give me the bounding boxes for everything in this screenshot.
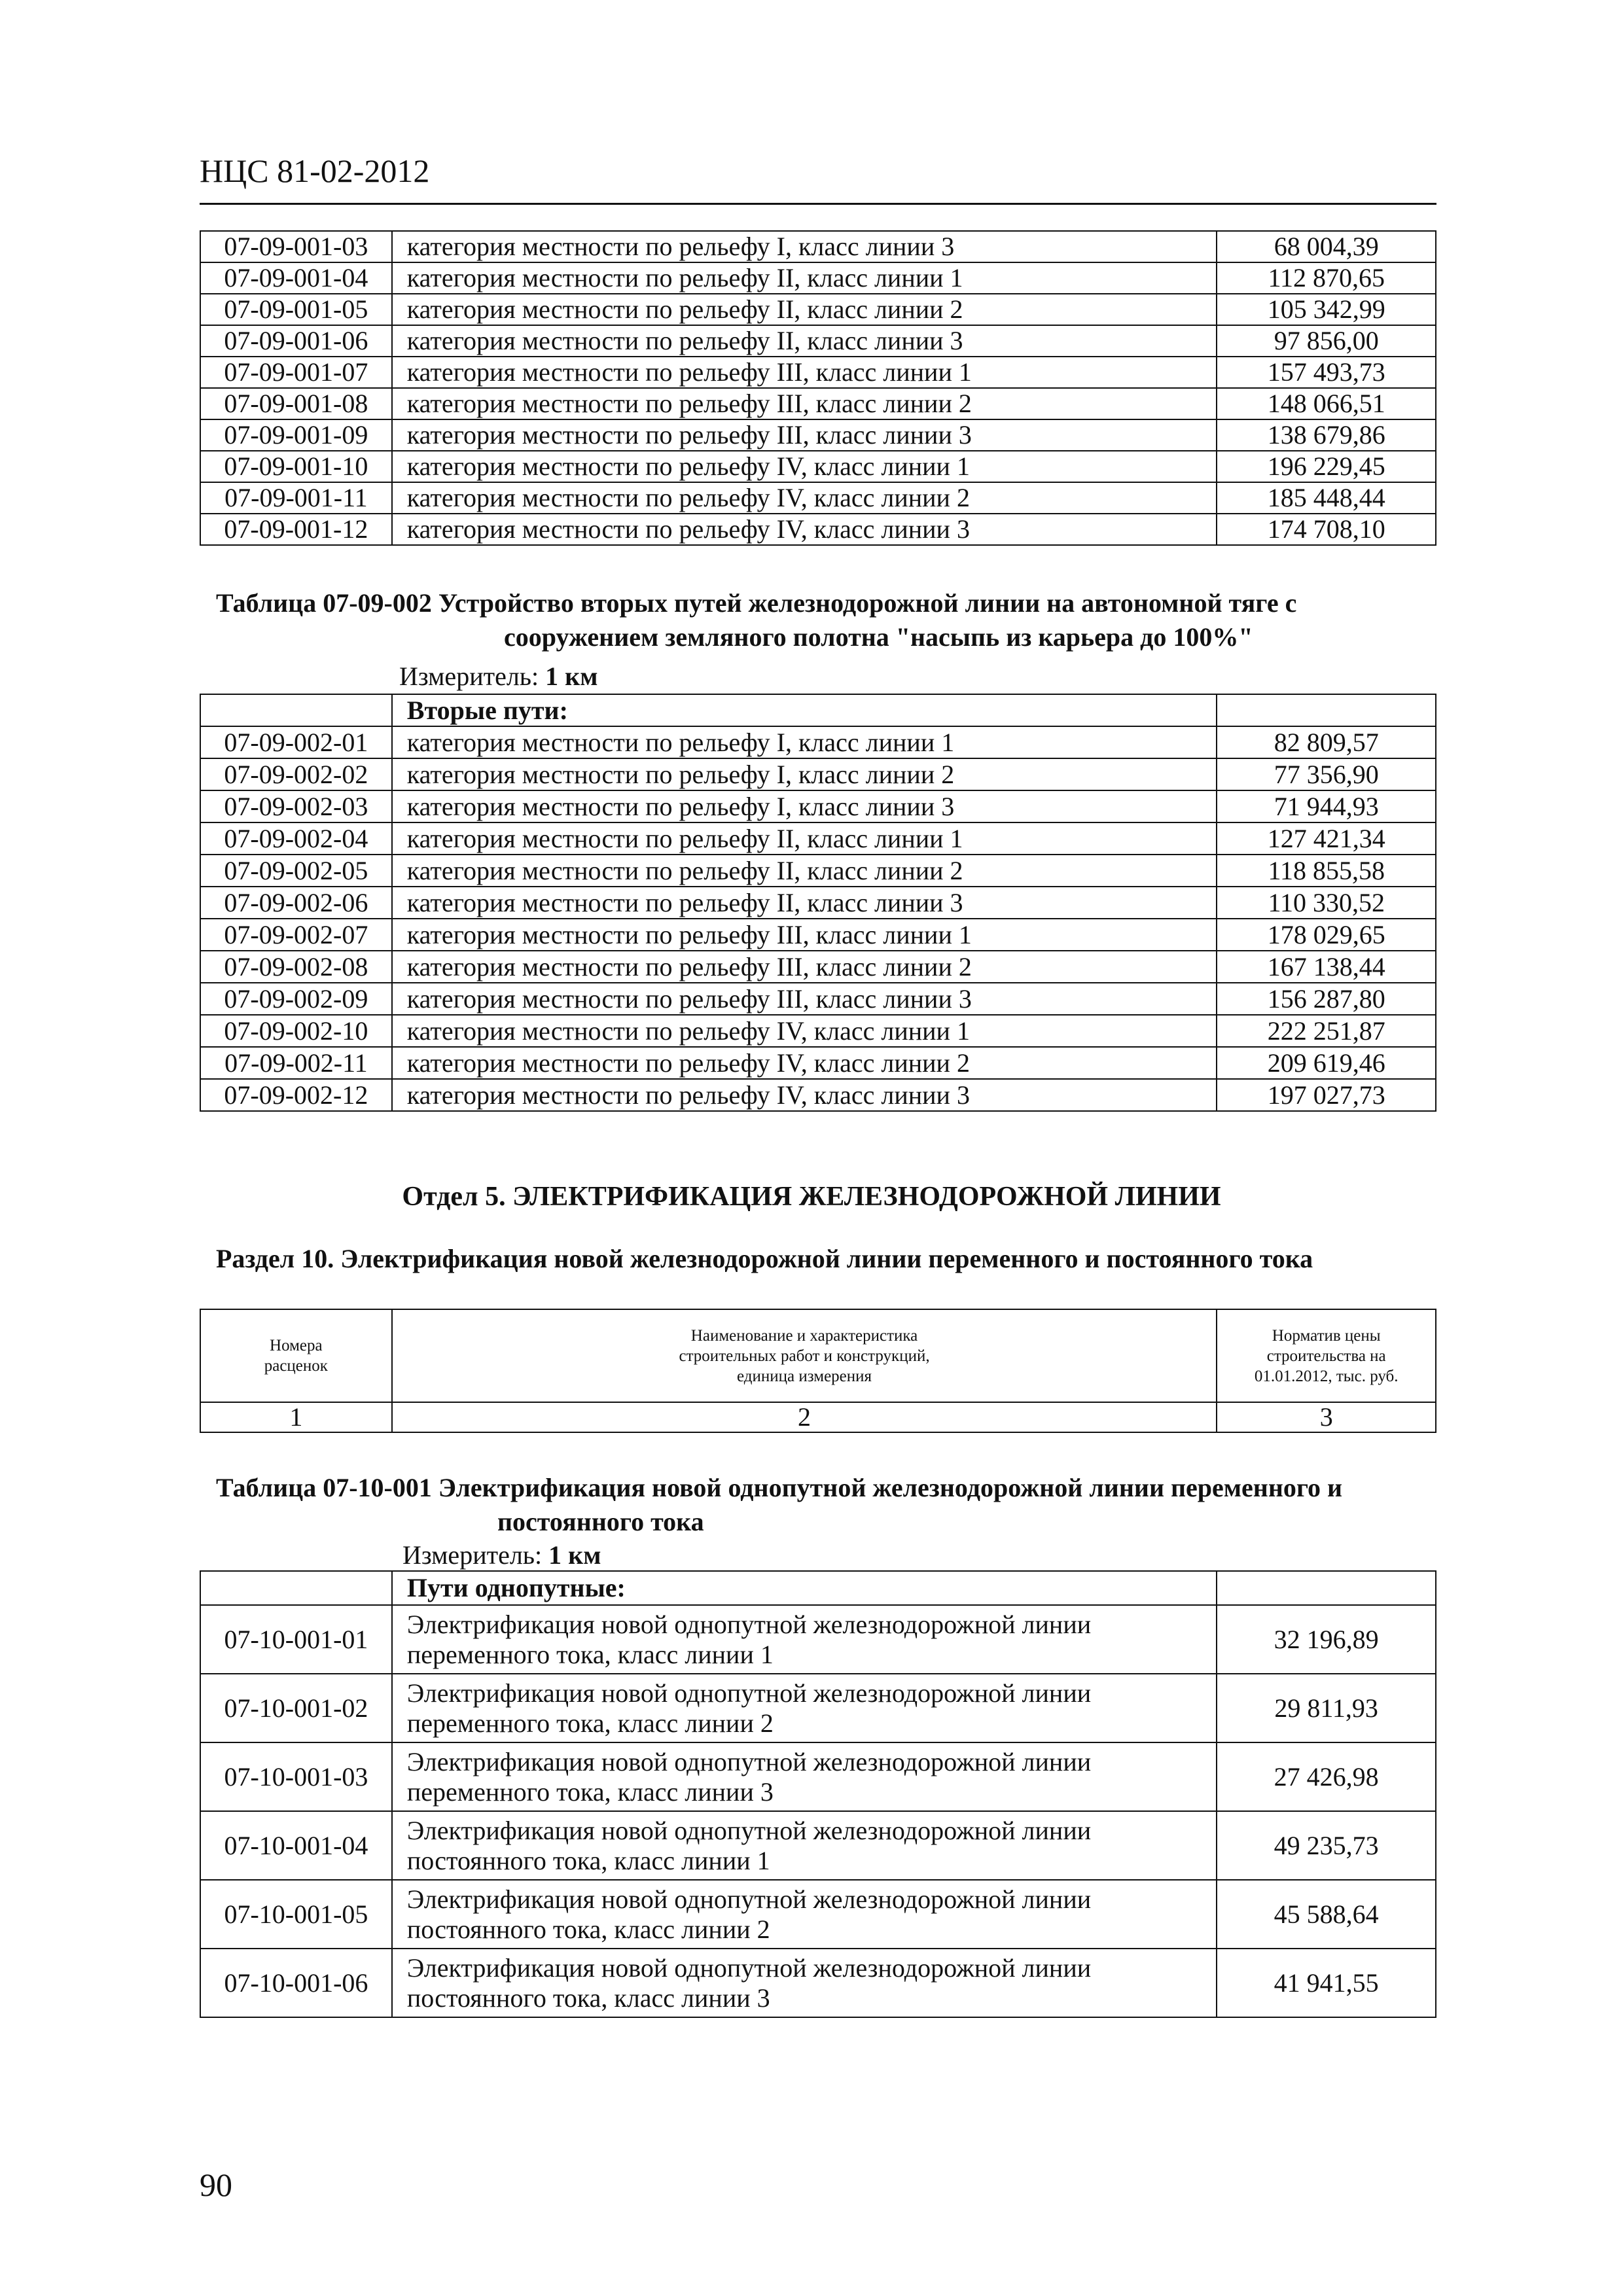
subheader-label: Пути однопутные: [392,1571,1217,1605]
price-value: 156 287,80 [1217,983,1436,1015]
table-07-09-001 [200,230,1436,546]
work-description: Электрификация новой однопутной железнодорожной линии постоянного тока, класс линии 1 [392,1811,1217,1880]
table-row [200,388,1436,419]
price-value: 97 856,00 [1217,325,1436,357]
work-description: категория местности по рельефу IV, класс линии 3 [392,1079,1217,1111]
subheader-empty-cell [200,1571,392,1605]
rate-code: 07-10-001-05 [200,1880,392,1949]
rate-code: 07-09-001-07 [200,357,392,388]
price-value: 196 229,45 [1217,451,1436,482]
table-07-10-001-title [216,1471,1433,1539]
department-heading: Отдел 5. ЭЛЕКТРИФИКАЦИЯ ЖЕЛЕЗНОДОРОЖНОЙ ЛИНИИ [402,1182,1221,1212]
work-description: категория местности по рельефу III, класс линии 1 [392,357,1217,388]
column-header-codes: Номера расценок [200,1309,392,1402]
column-header-price: Норматив цены строительства на 01.01.2012, тыс. руб. [1217,1309,1436,1402]
rate-code: 07-10-001-02 [200,1674,392,1742]
rate-code: 07-09-001-05 [200,294,392,325]
price-value: 118 855,58 [1217,855,1436,887]
rate-code: 07-09-001-11 [200,482,392,514]
price-value: 148 066,51 [1217,388,1436,419]
table-row [200,1949,1436,2017]
table-row [200,451,1436,482]
work-description: категория местности по рельефу II, класс линии 2 [392,855,1217,887]
subheader-empty-cell [200,694,392,726]
table-row [200,1811,1436,1880]
price-value: 185 448,44 [1217,482,1436,514]
table-07-10-001 [200,1570,1436,2018]
price-value: 71 944,93 [1217,790,1436,822]
price-value: 178 029,65 [1217,919,1436,951]
price-value: 77 356,90 [1217,758,1436,790]
section-heading: Раздел 10. Электрификация новой железнодорожной линии переменного и постоянного тока [216,1244,1313,1273]
subheader-row [200,1571,1436,1605]
rate-code: 07-09-002-04 [200,822,392,855]
table-07-09-002-title [216,586,1420,654]
table-row [200,357,1436,388]
table-row [200,1742,1436,1811]
work-description: категория местности по рельефу IV, класс линии 2 [392,1047,1217,1079]
work-description: категория местности по рельефу II, класс линии 1 [392,822,1217,855]
table-row [200,887,1436,919]
table-row [200,1880,1436,1949]
document-header-title: НЦС 81-02-2012 [200,152,430,189]
measure-label: Измеритель: [399,662,539,691]
column-header-description: Наименование и характеристика строительных работ и конструкций, единица измерения [392,1309,1217,1402]
work-description: Электрификация новой однопутной железнодорожной линии постоянного тока, класс линии 2 [392,1880,1217,1949]
price-value: 41 941,55 [1217,1949,1436,2017]
work-description: категория местности по рельефу IV, класс линии 1 [392,1015,1217,1047]
table-row [200,1605,1436,1674]
price-value: 45 588,64 [1217,1880,1436,1949]
price-value: 49 235,73 [1217,1811,1436,1880]
rate-code: 07-10-001-03 [200,1742,392,1811]
rate-code: 07-09-002-12 [200,1079,392,1111]
subheader-row [200,694,1436,726]
price-value: 32 196,89 [1217,1605,1436,1674]
rate-code: 07-09-002-05 [200,855,392,887]
column-number-3: 3 [1217,1402,1436,1432]
work-description: категория местности по рельефу III, класс линии 3 [392,419,1217,451]
rate-code: 07-09-001-09 [200,419,392,451]
price-value: 29 811,93 [1217,1674,1436,1742]
work-description: Электрификация новой однопутной железнодорожной линии переменного тока, класс линии 1 [392,1605,1217,1674]
table-title-line-1: Таблица 07-10-001 Электрификация новой однопутной железнодорожной линии переменного и [216,1473,1343,1502]
table-row [200,1079,1436,1111]
table-row [200,325,1436,357]
subheader-label: Вторые пути: [392,694,1217,726]
price-value: 68 004,39 [1217,231,1436,262]
column-number-2: 2 [392,1402,1217,1432]
rate-code: 07-09-001-10 [200,451,392,482]
price-value: 112 870,65 [1217,262,1436,294]
work-description: категория местности по рельефу III, класс линии 2 [392,388,1217,419]
header-rule [200,203,1436,205]
table-row [200,758,1436,790]
measure-unit: 1 км [548,1540,601,1570]
rate-code: 07-09-002-02 [200,758,392,790]
rate-code: 07-09-002-11 [200,1047,392,1079]
rate-code: 07-09-002-09 [200,983,392,1015]
table-row [200,1015,1436,1047]
table-row [200,514,1436,545]
price-value: 110 330,52 [1217,887,1436,919]
table-07-09-002 [200,694,1436,1112]
rate-code: 07-09-002-10 [200,1015,392,1047]
column-header-table [200,1309,1436,1433]
work-description: Электрификация новой однопутной железнодорожной линии переменного тока, класс линии 3 [392,1742,1217,1811]
price-value: 105 342,99 [1217,294,1436,325]
table-07-09-001-body [200,231,1436,545]
price-value: 167 138,44 [1217,951,1436,983]
work-description: категория местности по рельефу I, класс линии 1 [392,726,1217,758]
rate-code: 07-10-001-01 [200,1605,392,1674]
price-value: 209 619,46 [1217,1047,1436,1079]
table-row [200,983,1436,1015]
price-value: 157 493,73 [1217,357,1436,388]
table-row [200,822,1436,855]
table-row [200,1674,1436,1742]
table-07-09-002-measure [399,661,597,692]
rate-code: 07-10-001-06 [200,1949,392,2017]
column-number-row [200,1402,1436,1432]
work-description: категория местности по рельефу II, класс линии 2 [392,294,1217,325]
table-row [200,294,1436,325]
rate-code: 07-09-001-08 [200,388,392,419]
measure-label: Измеритель: [402,1540,543,1570]
table-row [200,790,1436,822]
work-description: категория местности по рельефу III, класс линии 2 [392,951,1217,983]
price-value: 138 679,86 [1217,419,1436,451]
rate-code: 07-09-002-01 [200,726,392,758]
column-number-1: 1 [200,1402,392,1432]
table-07-10-001-measure [402,1540,601,1570]
price-value: 82 809,57 [1217,726,1436,758]
work-description: категория местности по рельефу II, класс линии 1 [392,262,1217,294]
rate-code: 07-09-001-12 [200,514,392,545]
work-description: Электрификация новой однопутной железнодорожной линии переменного тока, класс линии 2 [392,1674,1217,1742]
price-value: 27 426,98 [1217,1742,1436,1811]
rate-code: 07-09-002-07 [200,919,392,951]
table-row [200,919,1436,951]
rate-code: 07-09-001-04 [200,262,392,294]
rate-code: 07-09-001-03 [200,231,392,262]
table-title-line-1: Таблица 07-09-002 Устройство вторых путей железнодорожной линии на автономной тяге с [216,588,1297,618]
page-number: 90 [200,2166,232,2203]
table-07-10-001-body [200,1605,1436,2017]
table-07-09-002-body [200,726,1436,1111]
work-description: категория местности по рельефу I, класс линии 3 [392,790,1217,822]
table-title-line-2: постоянного тока [497,1507,704,1536]
rate-code: 07-09-002-06 [200,887,392,919]
subheader-empty-cell [1217,1571,1436,1605]
rate-code: 07-10-001-04 [200,1811,392,1880]
price-value: 197 027,73 [1217,1079,1436,1111]
work-description: категория местности по рельефу I, класс линии 3 [392,231,1217,262]
work-description: категория местности по рельефу IV, класс линии 2 [392,482,1217,514]
work-description: категория местности по рельефу IV, класс линии 1 [392,451,1217,482]
rate-code: 07-09-001-06 [200,325,392,357]
work-description: категория местности по рельефу III, класс линии 1 [392,919,1217,951]
table-row [200,726,1436,758]
work-description: Электрификация новой однопутной железнодорожной линии постоянного тока, класс линии 3 [392,1949,1217,2017]
work-description: категория местности по рельефу II, класс линии 3 [392,325,1217,357]
work-description: категория местности по рельефу I, класс линии 2 [392,758,1217,790]
rate-code: 07-09-002-03 [200,790,392,822]
table-row [200,231,1436,262]
measure-unit: 1 км [545,662,598,691]
table-row [200,262,1436,294]
price-value: 222 251,87 [1217,1015,1436,1047]
subheader-empty-cell [1217,694,1436,726]
table-row [200,482,1436,514]
table-row [200,419,1436,451]
work-description: категория местности по рельефу III, класс линии 3 [392,983,1217,1015]
price-value: 174 708,10 [1217,514,1436,545]
table-row [200,1047,1436,1079]
table-row [200,855,1436,887]
table-row [200,951,1436,983]
work-description: категория местности по рельефу IV, класс линии 3 [392,514,1217,545]
work-description: категория местности по рельефу II, класс линии 3 [392,887,1217,919]
table-title-line-2: сооружением земляного полотна "насыпь из карьера до 100%" [504,622,1253,652]
price-value: 127 421,34 [1217,822,1436,855]
column-header-row [200,1309,1436,1402]
rate-code: 07-09-002-08 [200,951,392,983]
